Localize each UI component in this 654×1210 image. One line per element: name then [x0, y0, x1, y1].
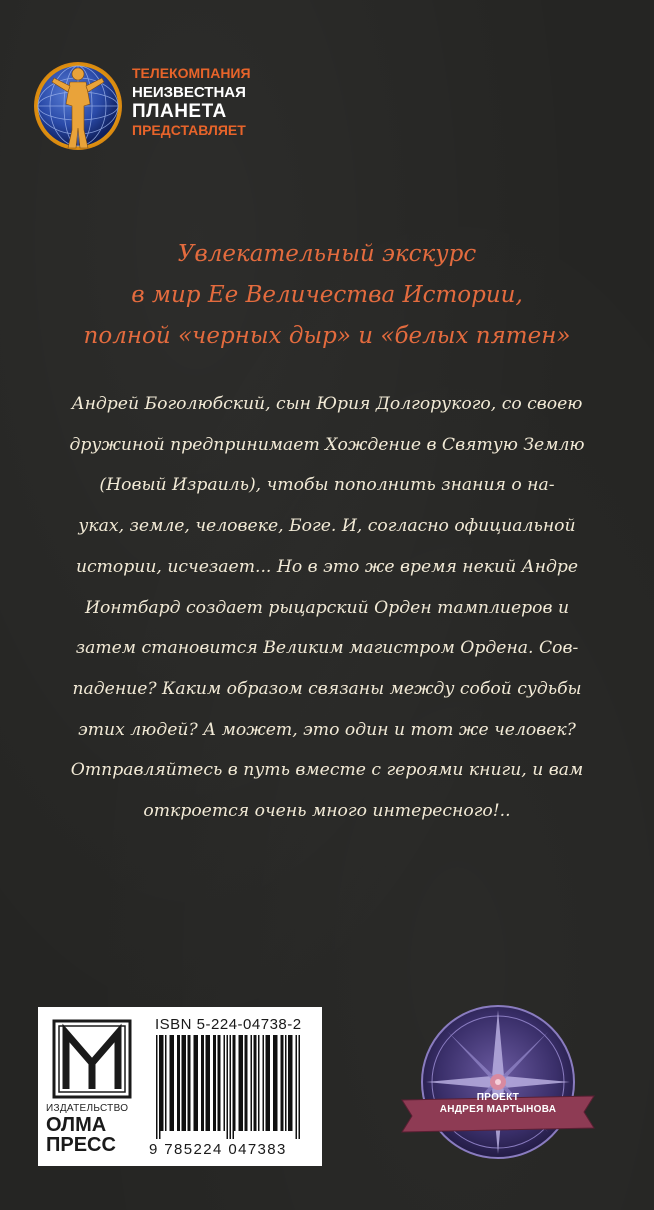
barcode-bar — [201, 1035, 204, 1131]
barcode-bar — [263, 1035, 265, 1131]
barcode-bar — [288, 1035, 293, 1131]
description-line: затем становится Великим магистром Ордена. Сов- — [75, 638, 579, 659]
barcode-bar — [258, 1035, 260, 1131]
barcode-bar — [156, 1035, 158, 1139]
tagline-line: Увлекательный экскурс — [177, 241, 477, 267]
tv-company-text — [132, 64, 262, 140]
description-line: уках, земле, человеке, Боге. И, согласно официальной — [78, 516, 576, 537]
barcode-bar — [213, 1035, 216, 1131]
barcode-bar — [224, 1035, 226, 1131]
barcode-bar — [281, 1035, 284, 1131]
description-line: истории, исчезает... Но в это же время некий Андре — [75, 556, 579, 577]
description-line: падение? Каким образом связаны между собой судьбы — [72, 678, 582, 699]
barcode-bar — [165, 1035, 167, 1131]
barcode-bar — [251, 1035, 253, 1131]
barcode-bars — [154, 1035, 314, 1139]
barcode-bar — [177, 1035, 180, 1131]
barcode-bar — [239, 1035, 244, 1131]
barcode-bar — [188, 1035, 191, 1131]
description-line: Отправляйтесь в путь вместе с героями книги, и вам — [70, 760, 584, 781]
tagline-line: в мир Ее Величества Истории, — [131, 282, 523, 308]
ribbon-line: ПРОЕКТ — [476, 1092, 520, 1103]
barcode-bar — [296, 1035, 298, 1139]
barcode-bar — [161, 1035, 164, 1131]
barcode-bar — [230, 1035, 232, 1139]
barcode-bar — [273, 1035, 278, 1131]
company-line-4: ПРЕДСТАВЛЯЕТ — [132, 122, 246, 138]
barcode-bar — [170, 1035, 175, 1131]
project-ribbon-text — [420, 1092, 576, 1116]
barcode-bar — [218, 1035, 221, 1131]
barcode-bar — [206, 1035, 211, 1131]
tagline — [40, 234, 614, 357]
description-line: откроется очень много интересного!.. — [143, 801, 511, 822]
barcode-bar — [194, 1035, 199, 1131]
barcode-bar — [299, 1035, 301, 1139]
barcode-bar — [234, 1035, 236, 1131]
barcode-bar — [285, 1035, 287, 1131]
barcode-bar — [245, 1035, 248, 1131]
barcode-bar — [266, 1035, 271, 1131]
description-line: дружиной предпринимает Хождение в Святую Землю — [69, 434, 585, 455]
company-line-2: НЕИЗВЕСТНАЯ — [132, 84, 246, 101]
publisher-name-line: ОЛМА — [46, 1114, 107, 1136]
publisher-name — [46, 1115, 146, 1155]
barcode-bar — [254, 1035, 257, 1131]
tagline-line: полной «черных дыр» и «белых пятен» — [83, 323, 571, 349]
description-line: этих людей? А может, это один и тот же человек? — [78, 719, 576, 740]
globe-logo-icon — [34, 56, 126, 156]
description-line: (Новый Израиль), чтобы пополнить знания о на- — [99, 475, 555, 496]
publisher-label: ИЗДАТЕЛЬСТВО — [46, 1103, 129, 1114]
company-line-1: ТЕЛЕКОМПАНИЯ — [132, 65, 251, 81]
barcode-bar — [227, 1035, 229, 1139]
barcode-bar — [159, 1035, 161, 1139]
barcode-number: 9 785224 047383 — [149, 1141, 287, 1158]
description-line: Андрей Боголюбский, сын Юрия Долгорукого, со своею — [71, 394, 583, 414]
olma-press-logo-icon — [52, 1019, 132, 1099]
book-description — [44, 384, 610, 832]
barcode-panel — [38, 1007, 322, 1166]
barcode-bar — [233, 1035, 235, 1139]
compass-rose-badge-icon — [398, 1004, 598, 1166]
description-line: Ионтбард создает рыцарский Орден тамплиеров и — [84, 597, 570, 618]
ribbon-line: АНДРЕЯ МАРТЫНОВА — [439, 1104, 557, 1115]
company-line-3: ПЛАНЕТА — [132, 101, 227, 122]
publisher-name-line: ПРЕСС — [46, 1134, 116, 1156]
barcode-bar — [182, 1035, 187, 1131]
isbn-number: ISBN 5-224-04738-2 — [155, 1016, 302, 1033]
